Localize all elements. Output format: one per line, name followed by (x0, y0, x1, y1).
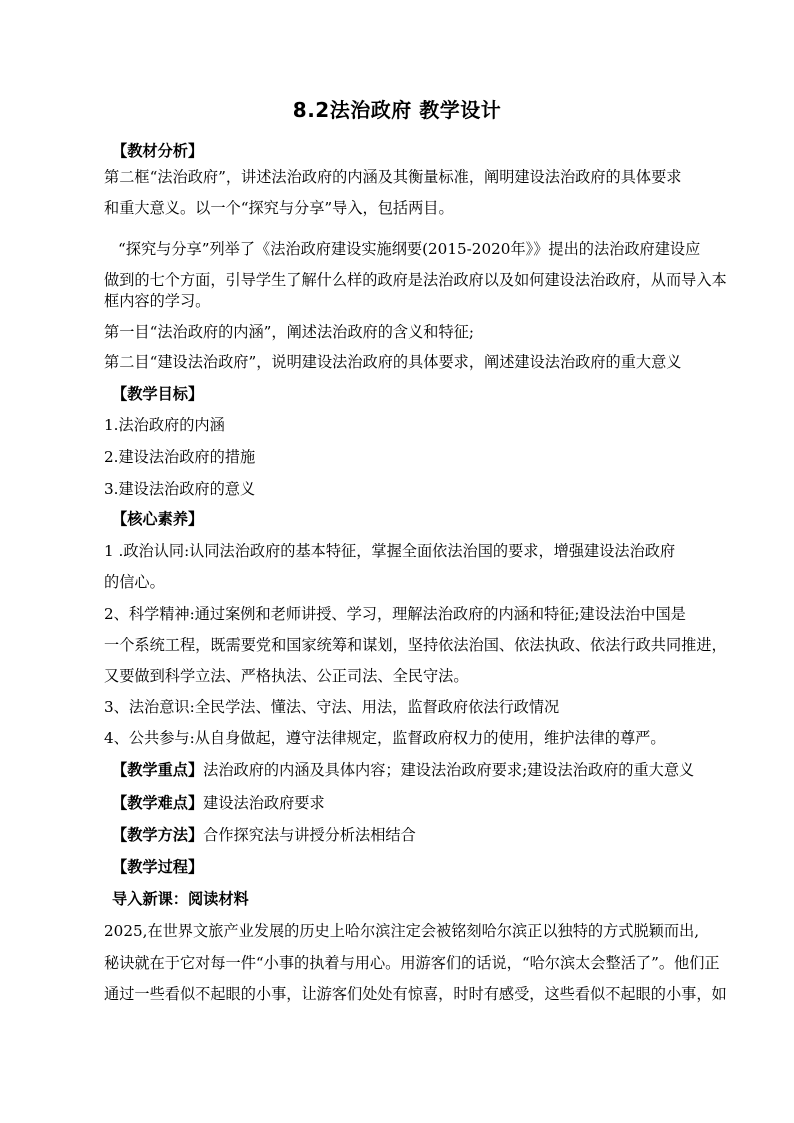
body-text-line: 第二框“法治政府”，讲述法治政府的内涵及其衡量标准，阐明建设法治政府的具体要求 (104, 168, 682, 186)
section-value: 法治政府的内涵及具体内容；建设法治政府要求;建设法治政府的重大意义 (203, 761, 695, 779)
body-text-line: 又要做到科学立法、严格执法、公正司法、全民守法。 (104, 667, 469, 685)
body-text-line: 1.法治政府的内涵 (104, 416, 225, 434)
body-text-line: 秘诀就在于它对每一件“小事的执着与用心。用游客们的话说，“哈尔滨太会整活了”。他们正 (104, 954, 720, 972)
body-text-line: 4、公共参与:从自身做起，遵守法律规定，监督政府权力的使用，维护法律的尊严。 (104, 729, 666, 747)
section-label: 【教学方法】 (112, 826, 204, 844)
body-text-line: 3、法治意识:全民学法、懂法、守法、用法，监督政府依法行政情况 (104, 698, 560, 716)
section-value: 合作探究法与讲授分析法相结合 (203, 826, 416, 844)
body-text-line: 第一目“法治政府的内涵”，阐述法治政府的含义和特征; (104, 323, 474, 341)
body-text-line: 通过一些看似不起眼的小事，让游客们处处有惊喜，时时有感受，这些看似不起眼的小事，如 (104, 985, 727, 1003)
body-text-line: 3.建设法治政府的意义 (104, 480, 256, 498)
section-heading: 导入新课：阅读材料 (112, 890, 249, 908)
section-value: 建设法治政府要求 (203, 794, 325, 812)
body-text-line: 2025,在世界文旅产业发展的历史上哈尔滨注定会被铭刻哈尔滨正以独特的方式脱颖而出, (104, 922, 700, 940)
body-text-line: 框内容的学习。 (104, 292, 211, 310)
section-label: 【教学难点】 (112, 794, 204, 812)
section-heading: 【教学目标】 (112, 385, 204, 403)
section-label: 【教学重点】 (112, 761, 204, 779)
body-text-line: 和重大意义。以一个“探究与分享”导入，包括两目。 (104, 199, 454, 217)
body-text-line: 第二目“建设法治政府”，说明建设法治政府的具体要求，阐述建设法治政府的重大意义 (104, 353, 682, 371)
body-text-line: 一个系统工程，既需要党和国家统筹和谋划，坚持依法治国、依法执政、依法行政共同推进， (104, 636, 727, 654)
section-heading: 【核心素养】 (112, 510, 204, 528)
section-heading: 【教材分析】 (112, 142, 204, 160)
body-text-line: 的信心。 (104, 573, 165, 591)
body-text-line: 做到的七个方面，引导学生了解什么样的政府是法治政府以及如何建设法治政府，从而导入本 (104, 271, 727, 289)
document-title: 8.2法治政府 教学设计 (292, 98, 502, 122)
section-heading: 【教学过程】 (112, 858, 204, 876)
body-text-line: 2、科学精神:通过案例和老师讲授、学习，理解法治政府的内涵和特征;建设法治中国是 (104, 605, 686, 623)
body-text-line: 2.建设法治政府的措施 (104, 448, 256, 466)
body-text-line (112, 792, 732, 814)
body-text-line (112, 824, 732, 846)
body-text-line (112, 759, 732, 781)
body-text-line: 1 .政治认同:认同法治政府的基本特征，掌握全面依法治国的要求，增强建设法治政府 (104, 542, 676, 560)
body-text-line: “探究与分享”列举了《法治政府建设实施纲要(2015-2020年》》提出的法治政府建设应 (118, 240, 701, 258)
